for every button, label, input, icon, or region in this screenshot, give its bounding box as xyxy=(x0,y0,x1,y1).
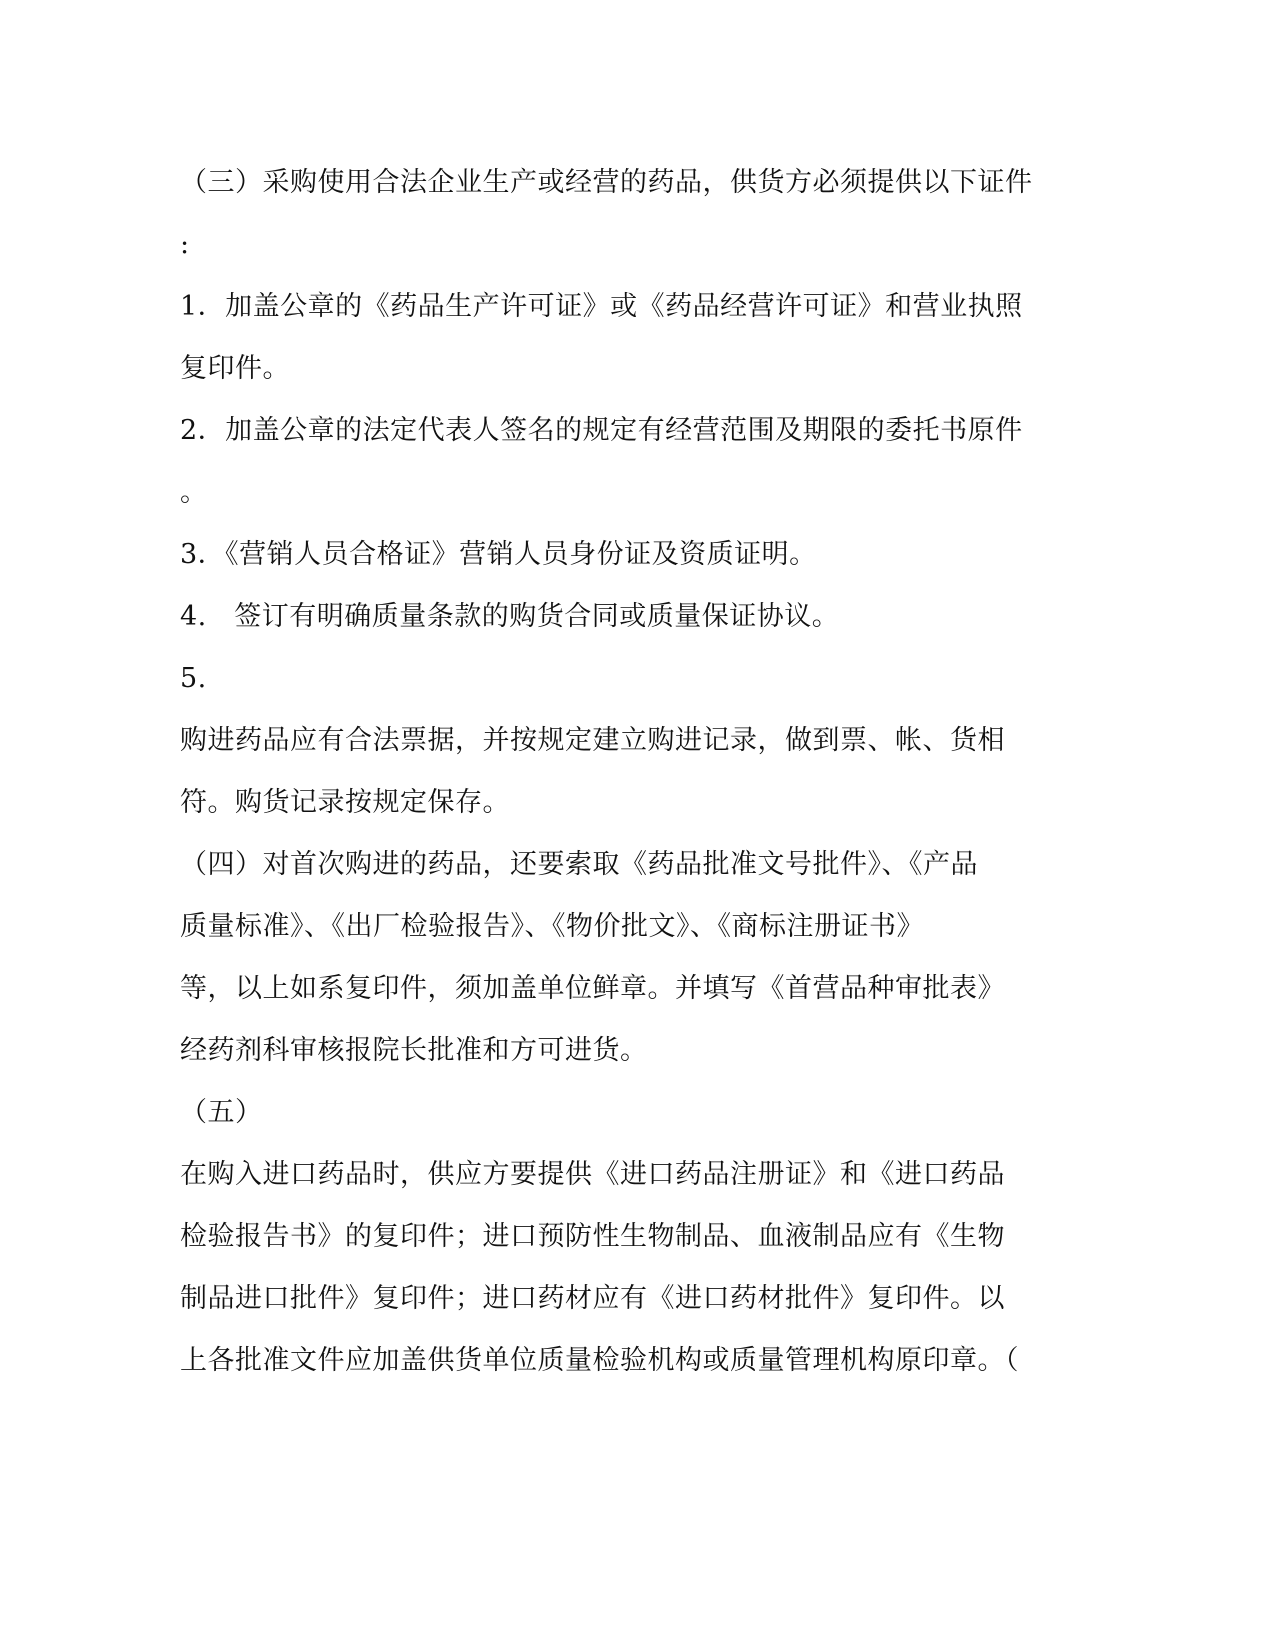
paragraph-3-line-2: : xyxy=(180,229,190,260)
paragraph-5-line-4: 上各批准文件应加盖供货单位质量检验机构或质量管理机构原印章。（ xyxy=(180,1345,1019,1376)
item-5-line-1: 购进药品应有合法票据，并按规定建立购进记录，做到票、帐、货相 xyxy=(180,725,1005,756)
paragraph-5-line-2: 检验报告书》的复印件；进口预防性生物制品、血液制品应有《生物 xyxy=(180,1221,1005,1252)
item-1-line-2: 复印件。 xyxy=(180,353,290,384)
paragraph-5-line-1: 在购入进口药品时，供应方要提供《进口药品注册证》和《进口药品 xyxy=(180,1159,1005,1190)
paragraph-3-line-1: （三）采购使用合法企业生产或经营的药品，供货方必须提供以下证件 xyxy=(180,167,1033,198)
paragraph-4-line-4: 经药剂科审核报院长批准和方可进货。 xyxy=(180,1035,648,1066)
paragraph-5-heading: （五） xyxy=(180,1097,263,1128)
item-2-line-2: 。 xyxy=(180,477,208,508)
item-1-line-1: 1．加盖公章的《药品生产许可证》或《药品经营许可证》和营业执照 xyxy=(180,291,1023,322)
item-3: 3．《营销人员合格证》营销人员身份证及资质证明。 xyxy=(180,539,817,570)
paragraph-4-line-3: 等，以上如系复印件，须加盖单位鲜章。并填写《首营品种审批表》 xyxy=(180,973,1005,1004)
paragraph-4-line-1: （四）对首次购进的药品，还要索取《药品批准文号批件》、《产品 xyxy=(180,849,978,880)
paragraph-5-line-3: 制品进口批件》复印件；进口药材应有《进口药材批件》复印件。以 xyxy=(180,1283,1005,1314)
paragraph-4-line-2: 质量标准》、《出厂检验报告》、《物价批文》、《商标注册证书》 xyxy=(180,911,924,942)
item-2-line-1: 2．加盖公章的法定代表人签名的规定有经营范围及期限的委托书原件 xyxy=(180,415,1023,446)
item-5-line-2: 符。购货记录按规定保存。 xyxy=(180,787,510,818)
item-4: 4. 签订有明确质量条款的购货合同或质量保证协议。 xyxy=(180,601,840,632)
item-5-number: 5. xyxy=(180,663,207,694)
